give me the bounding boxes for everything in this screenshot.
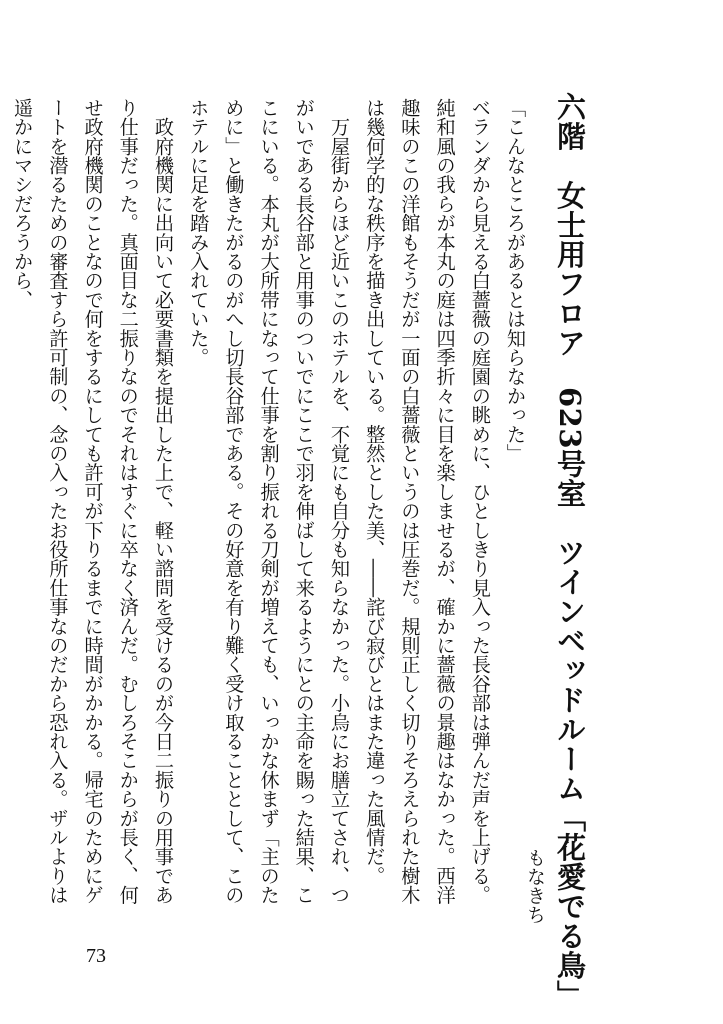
paragraph: 「こんなところがあるとは知らなかった」 xyxy=(504,98,527,463)
page-number: 73 xyxy=(86,945,106,967)
paragraph: ベランダから見える白薔薇の庭園の眺めに、ひとしきり見入った長谷部は弾んだ声を上げる。純和風の我らが本丸の庭は四季折々に目を楽しませるが、確かに薔薇の景趣はなかった。西洋趣味のこの洋館もそうだが一面の白薔薇というのは圧巻だ。規則正しく切りそろえられた樹木は幾何学的な秩序を描き出している。整然とした美、――詫び寂びとはまた違った風情だ。 xyxy=(363,98,492,905)
paragraph: 万屋街からほど近いこのホテルを、不覚にも自分も知らなかった。小烏にお膳立てされ、つがいである長谷部と用事のついでにここで羽を伸ばして来るようにとの主命を賜った結果、ここにいる。本丸が大所帯になって仕事を割り振れる刀剣が増えても、いっかな休まず「主のために」と働きたがるのがへし切長谷部である。その好意を有り難く受け取ることとして、このホテルに足を踏み入れていた。 xyxy=(187,98,351,905)
author-name: もなきち xyxy=(524,848,546,924)
story-title: 六階 女士用フロア 623号室 ツインベッドルーム「花愛でる鳥」 xyxy=(553,92,587,1010)
paragraph: 政府機関に出向いて必要書類を提出した上で、軽い諮問を受けるのが今日二振りの用事であり仕事だった。真面目な二振りなのでそれはすぐに卒なく済んだ。むしろそこからが長く、何せ政府機関のことなので何をするにしても許可が下りるまでに時間がかかる。帰宅のためにゲートを潜るための審査すら許可制の、念の入ったお役所仕事なのだから恐れ入る。ザルよりは遥かにマシだろうから、 xyxy=(11,98,175,905)
body-text xyxy=(11,98,533,910)
